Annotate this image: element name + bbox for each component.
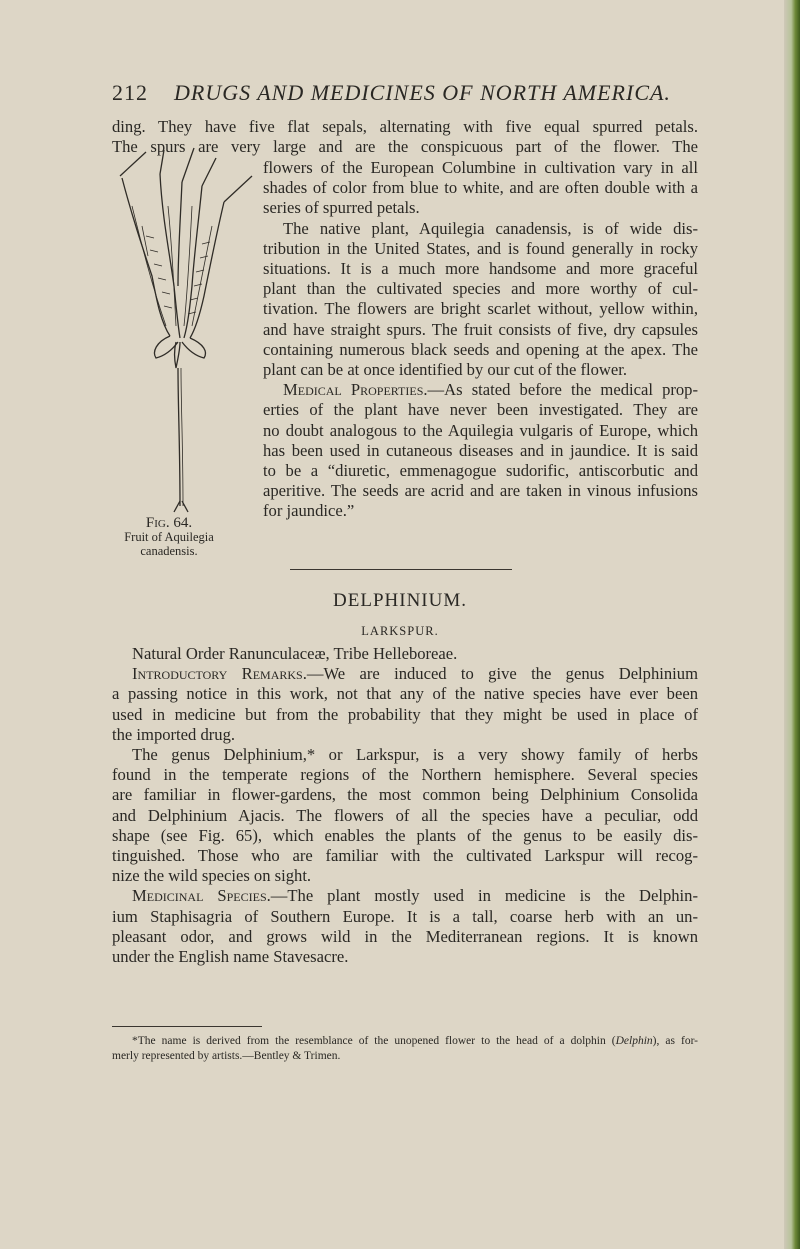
section-divider	[290, 569, 512, 570]
text-line: plant can be at once identified by our cut of the flower.	[263, 360, 628, 380]
text-line: The genus Delphinium,* or Larkspur, is a very showy family of herbs	[132, 745, 698, 765]
text-line: nize the wild species on sight.	[112, 866, 312, 886]
text-line: ding. They have five flat sepals, alternating with five equal spurred petals.	[112, 117, 698, 136]
text-line: shades of color from blue to white, and are often double with a	[263, 178, 698, 198]
text-line: flowers of the European Columbine in cultivation vary in all	[263, 158, 698, 177]
text-line: and have straight spurs. The fruit consists of five, dry capsules	[263, 319, 698, 339]
section-title: DELPHINIUM.	[333, 590, 467, 611]
footnote-divider	[112, 1026, 262, 1027]
page-number: 212	[112, 80, 148, 105]
text-line: found in the temperate regions of the Northern hemisphere. Several species	[112, 765, 698, 785]
text-line: used in medicine but from the probability that they might be used in place of	[112, 704, 698, 724]
text-line: erties of the plant have never been investigated. They are	[263, 400, 698, 420]
introductory-remarks-heading: Introductory Remarks.	[132, 664, 307, 684]
footnote	[112, 1034, 698, 1064]
text-line: containing numerous black seeds and opening at the apex. The	[263, 339, 698, 359]
text-line: aperitive. The seeds are acrid and are taken in vinous infusions	[263, 481, 698, 501]
text-line: a passing notice in this work, not that any of the native species have ever been	[112, 684, 698, 704]
text-line: The spurs are very large and are the conspicuous part of the flower. The	[112, 137, 698, 157]
text-line: the imported drug.	[112, 724, 236, 744]
footnote-line: *The name is derived from the resemblance of the unopened flower to the head of a dolphin (Delphin), as for-	[132, 1035, 699, 1047]
text-line: has been used in cutaneous diseases and in jaundice. It is said	[263, 440, 698, 460]
text-line: for jaundice.”	[263, 501, 355, 521]
text-line: tivation. The flowers are bright scarlet without, yellow within,	[263, 299, 698, 319]
running-title: DRUGS AND MEDICINES OF NORTH AMERICA.	[174, 80, 671, 105]
text-line: pleasant odor, and grows wild in the Mediterranean regions. It is known	[112, 926, 698, 946]
footnote-line: merly represented by artists.—Bentley & Trimen.	[112, 1050, 341, 1062]
medicinal-species-line: Medicinal Species.—The plant mostly used in medicine is the Delphin-	[132, 886, 698, 906]
figure-label: Fig. 64.	[145, 515, 193, 531]
text-line: tinguished. Those who are familiar with the cultivated Larkspur will recog-	[112, 846, 698, 866]
text-line: plant than the cultivated species and more worthy of cul-	[263, 279, 698, 299]
figure-caption-line: canadensis.	[140, 544, 198, 558]
text-line: no doubt analogous to the Aquilegia vulgaris of Europe, which	[263, 420, 698, 440]
text-line: ium Staphisagria of Southern Europe. It is a tall, coarse herb with an un-	[112, 906, 698, 926]
text-line: shape (see Fig. 65), which enables the plants of the genus to be easily dis-	[112, 825, 698, 845]
medical-properties-line: Medical Properties.—As stated before the medical prop-	[283, 380, 699, 400]
text-line: and Delphinium Ajacis. The flowers of all the species have a peculiar, odd	[112, 805, 698, 825]
figure-caption	[114, 516, 224, 558]
text-line: series of spurred petals.	[263, 198, 420, 218]
text-line: under the English name Stavesacre.	[112, 947, 349, 967]
medical-properties-heading: Medical Properties.	[283, 380, 428, 400]
medicinal-species-heading: Medicinal Species.	[132, 886, 271, 906]
section-subtitle: LARKSPUR.	[361, 624, 439, 638]
delphinium-section	[112, 644, 698, 967]
aquilegia-fruit-illustration	[112, 146, 258, 516]
figure-caption-line: Fruit of Aquilegia	[124, 530, 214, 544]
introductory-remarks-line: Introductory Remarks.—We are induced to give the genus Delphinium	[132, 664, 698, 684]
text-line: situations. It is a much more handsome and more graceful	[263, 259, 698, 279]
text-line: to be a “diuretic, emmenagogue sudorific, antiscorbutic and	[263, 461, 698, 481]
text-line: The native plant, Aquilegia canadensis, is of wide dis-	[283, 218, 698, 238]
natural-order-line: Natural Order Ranunculaceæ, Tribe Helleboreae.	[132, 644, 458, 663]
text-line: are familiar in flower-gardens, the most common being Delphinium Consolida	[112, 785, 698, 805]
text-line: tribution in the United States, and is found generally in rocky	[263, 238, 698, 258]
running-header	[112, 80, 692, 106]
